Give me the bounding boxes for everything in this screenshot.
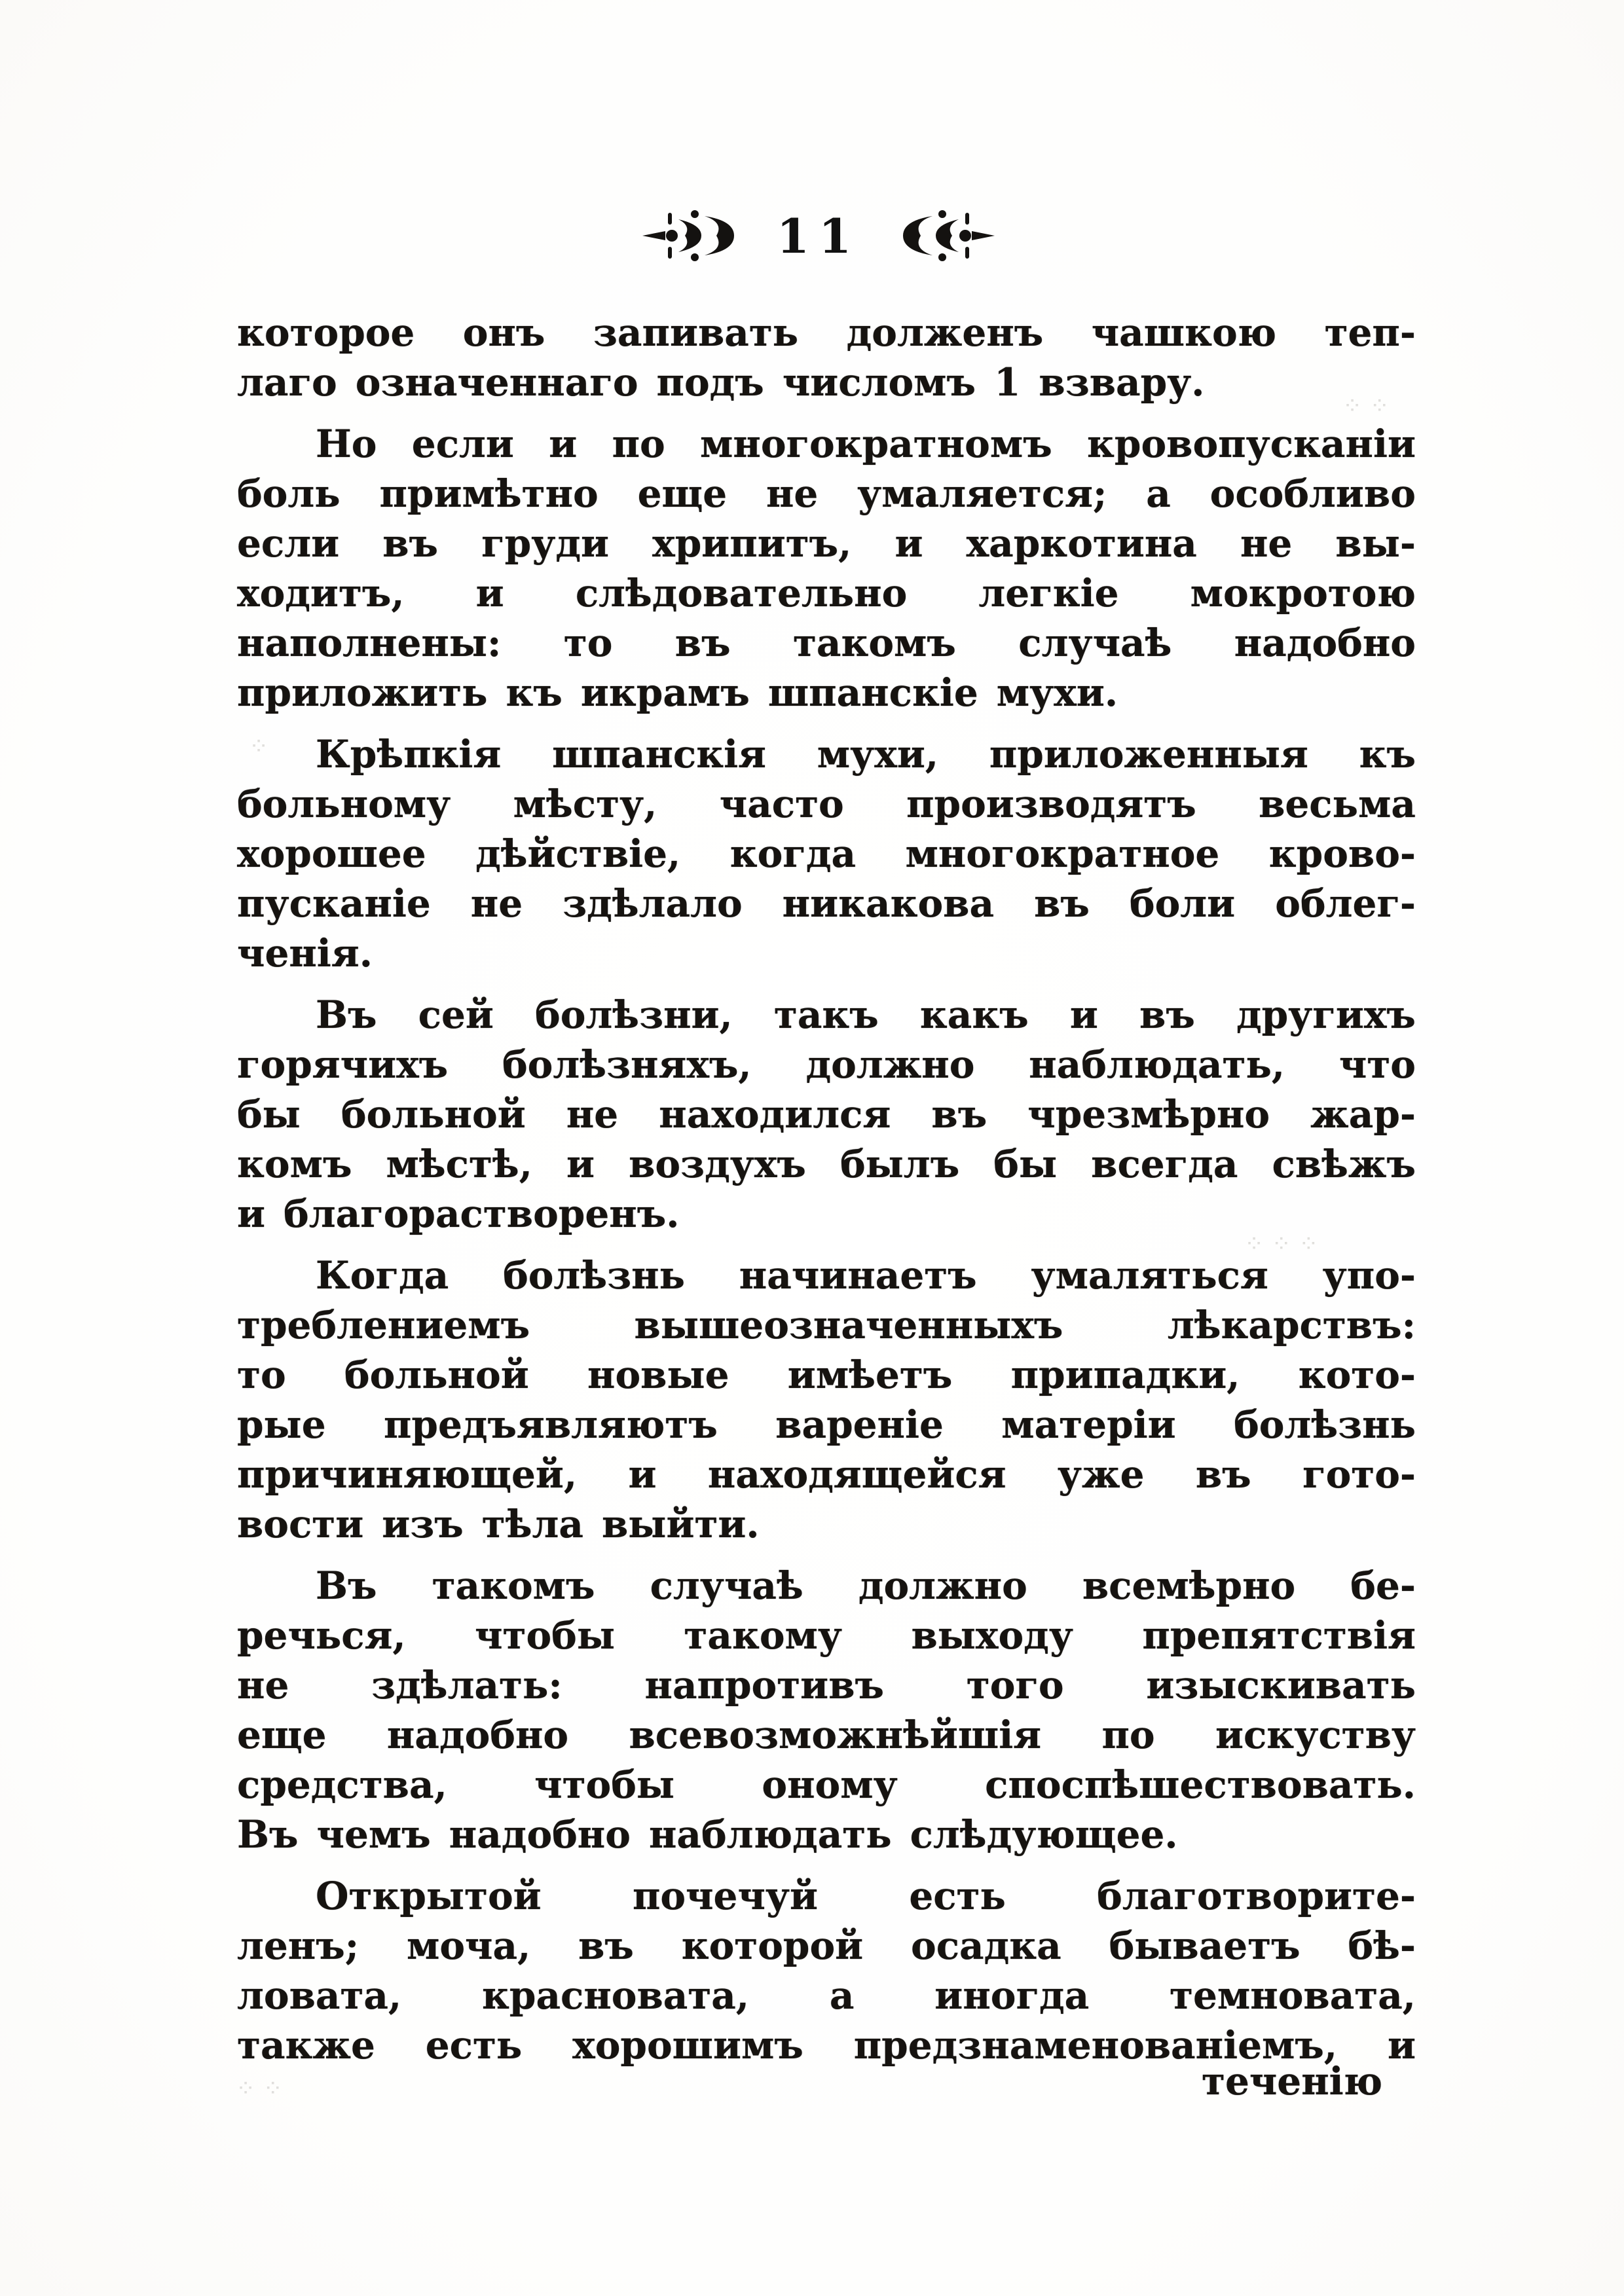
bleed-through-mark: ⁘ ⁘ — [236, 2075, 283, 2102]
paragraph — [237, 990, 1416, 1239]
fleuron-right-icon — [900, 206, 998, 265]
paragraph — [237, 419, 1416, 718]
text-line: комъ мѣстѣ, и воздухъ былъ бы всегда свѣжъ — [237, 1142, 1416, 1186]
text-line: то больной новые имѣетъ припадки, кото- — [237, 1353, 1416, 1397]
text-line: ченiя. — [237, 931, 373, 975]
text-line: боль примѣтно еще не умаляется; а особливо — [237, 471, 1416, 516]
text-line: также есть хорошимъ предзнаменованiемъ, и — [237, 2023, 1416, 2068]
bleed-through-mark: ⁘ ⁘ — [1342, 393, 1390, 420]
text-line: больному мѣсту, часто производятъ весьма — [237, 782, 1416, 826]
text-line: Но если и по многократномъ кровопусканiи — [316, 422, 1416, 466]
text-line: Открытой почечуй есть благотворите- — [316, 1874, 1416, 1918]
text-line: пусканiе не здѣлало никакова въ боли облег- — [237, 881, 1416, 926]
text-line: речься, чтобы такому выходу препятствiя — [237, 1613, 1416, 1658]
text-line: которое онъ запивать долженъ чашкою теп- — [237, 310, 1416, 355]
text-line: треблениемъ вышеозначенныхъ лѣкарствъ: — [237, 1303, 1416, 1347]
bleed-through-mark: ⁘ — [249, 733, 269, 760]
text-line: лаго означеннаго подъ числомъ 1 взвару. — [237, 360, 1205, 405]
paragraph — [237, 1871, 1416, 2070]
text-line: если въ груди хрипитъ, и харкотина не вы- — [237, 521, 1416, 566]
paragraph — [237, 1561, 1416, 1859]
text-line: Въ сей болѣзни, такъ какъ и въ другихъ — [316, 993, 1416, 1037]
text-line: приложить къ икрамъ шпанскiе мухи. — [237, 670, 1118, 715]
text-line: Въ такомъ случаѣ должно всемѣрно бе- — [316, 1563, 1416, 1608]
text-line: и благорастворенъ. — [237, 1192, 680, 1236]
bleed-through-mark: ⁘ ⁘ ⁘ — [1244, 1231, 1319, 1258]
text-line: горячихъ болѣзняхъ, должно наблюдать, что — [237, 1042, 1416, 1087]
page-header — [609, 200, 1028, 272]
text-line: наполнены: то въ такомъ случаѣ надобно — [237, 621, 1416, 665]
text-line: причиняющей, и находящейся уже въ гото- — [237, 1452, 1416, 1497]
paragraph — [237, 1250, 1416, 1549]
text-line: хорошее дѣйствiе, когда многократное крово- — [237, 831, 1416, 876]
text-line: еще надобно всевозможнѣйшiя по искуству — [237, 1713, 1416, 1757]
text-line: ленъ; моча, въ которой осадка бываетъ бѣ- — [237, 1923, 1416, 1968]
body-text — [237, 308, 1416, 2082]
text-line: Когда болѣзнь начинаетъ умаляться упо- — [316, 1253, 1416, 1298]
text-line: ловата, красновата, а иногда темновата, — [237, 1973, 1416, 2018]
fleuron-left-icon — [639, 206, 737, 265]
paragraph — [237, 729, 1416, 978]
page-number: 11 — [776, 208, 861, 264]
text-line: вости изъ тѣла выйти. — [237, 1502, 760, 1546]
paragraph — [237, 308, 1416, 407]
text-line: не здѣлать: напротивъ того изыскивать — [237, 1663, 1416, 1707]
text-line: Крѣпкiя шпанскiя мухи, приложенныя къ — [316, 732, 1416, 776]
text-line: рые предъявляютъ варенiе матерiи болѣзнь — [237, 1402, 1416, 1447]
text-line: Въ чемъ надобно наблюдать слѣдующее. — [237, 1812, 1178, 1857]
text-line: средства, чтобы оному споспѣшествовать. — [237, 1762, 1416, 1807]
catchword: теченiю — [1202, 2059, 1383, 2104]
text-line: ходитъ, и слѣдовательно легкiе мокротою — [237, 571, 1416, 615]
text-line: бы больной не находился въ чрезмѣрно жар- — [237, 1092, 1416, 1137]
